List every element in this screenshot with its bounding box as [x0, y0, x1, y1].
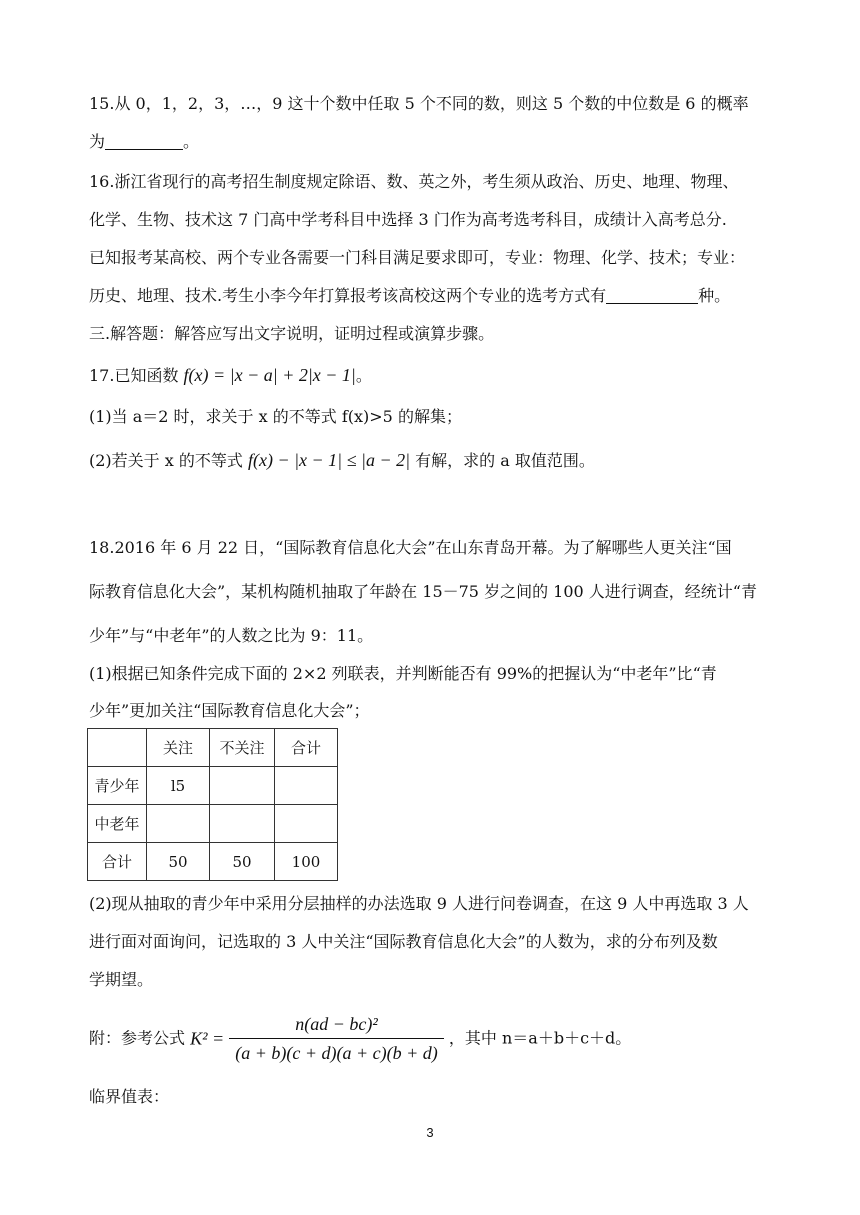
- q18-part-2-line-3: 学期望。: [89, 970, 154, 989]
- q17-intro: [89, 364, 372, 387]
- table-cell: 合计: [275, 729, 338, 767]
- q17-part-2: [89, 449, 595, 472]
- table-cell: [210, 767, 275, 805]
- table-row: [88, 767, 338, 805]
- q15-prefix: 为: [89, 132, 106, 151]
- appendix-prefix: 附：参考公式: [89, 1028, 186, 1048]
- q16-line-1: 16.浙江省现行的高考招生制度规定除语、数、英之外，考生须从政治、历史、地理、物理、: [89, 172, 739, 191]
- q18-part-2-line-1: (2)现从抽取的青少年中采用分层抽样的办法选取 9 人进行问卷调查，在这 9 人中再选取 3 人: [89, 894, 749, 913]
- contingency-table: [87, 728, 338, 881]
- q16-line-3: 已知报考某高校、两个专业各需要一门科目满足要求即可，专业：物理、化学、技术；专业：: [89, 248, 746, 267]
- table-cell: 青少年: [88, 767, 147, 805]
- q16-answer-blank: [606, 287, 698, 304]
- q18-appendix-formula: [89, 1010, 631, 1067]
- q17-part-2-prefix: (2)若关于 x 的不等式: [89, 451, 243, 470]
- table-cell: 50: [147, 843, 210, 881]
- q15-answer-blank: [105, 133, 183, 150]
- q16-line-2: 化学、生物、技术这 7 门高中学考科目中选择 3 门作为高考选考科目，成绩计入高考总分.: [89, 210, 727, 229]
- table-cell: 不关注: [210, 729, 275, 767]
- q17-part-2-suffix: 有解，求的 a 取值范围。: [415, 451, 595, 470]
- q18-line-2: 际教育信息化大会”，某机构随机抽取了年龄在 15－75 岁之间的 100 人进行调查，经统计“青: [89, 582, 757, 601]
- page-number: 3: [426, 1125, 434, 1140]
- k2-numerator: n(ad − bc)²: [229, 1010, 444, 1039]
- table-cell: 100: [275, 843, 338, 881]
- table-cell: [210, 805, 275, 843]
- q15-line-1: 15.从 0，1，2，3，…，9 这十个数中任取 5 个不同的数，则这 5 个数的中位数是 6 的概率: [89, 94, 749, 113]
- q18-part-1-line-1: (1)根据已知条件完成下面的 2×2 列联表，并判断能否有 99%的把握认为“中老年”比“青: [89, 664, 717, 683]
- table-row: [88, 805, 338, 843]
- q18-line-3: 少年”与“中老年”的人数之比为 9：11。: [89, 626, 374, 645]
- q17-intro-end: 。: [355, 366, 372, 385]
- appendix-suffix: ，其中 n＝a＋b＋c＋d。: [448, 1028, 632, 1048]
- q16-prefix: 历史、地理、技术.考生小李今年打算报考该高校这两个专业的选考方式有: [89, 286, 607, 305]
- table-cell: [275, 805, 338, 843]
- table-row: [88, 843, 338, 881]
- table-cell: l5: [147, 767, 210, 805]
- table-cell: [275, 767, 338, 805]
- table-cell: 关注: [147, 729, 210, 767]
- q18-part-2-line-2: 进行面对面询问，记选取的 3 人中关注“国际教育信息化大会”的人数为，求的分布列及数: [89, 932, 718, 951]
- table-cell: [147, 805, 210, 843]
- q16-line-4: [89, 285, 730, 307]
- q17-part-1: (1)当 a＝2 时，求关于 x 的不等式 f(x)>5 的解集；: [89, 407, 462, 426]
- q17-function-formula: f(x) = |x − a| + 2|x − 1|: [183, 365, 356, 385]
- k2-fraction: [229, 1010, 444, 1067]
- q15-line-2: [89, 131, 199, 153]
- k2-lhs: K² =: [190, 1028, 225, 1049]
- critical-value-label: 临界值表：: [89, 1087, 170, 1106]
- q16-suffix: 种。: [698, 286, 731, 305]
- section-3-heading: 三.解答题：解答应写出文字说明，证明过程或演算步骤。: [89, 324, 495, 343]
- q18-part-1-line-2: 少年”更加关注“国际教育信息化大会”；: [89, 701, 370, 720]
- table-cell: [88, 729, 147, 767]
- q17-intro-text: 17.已知函数: [89, 366, 179, 385]
- table-row: [88, 729, 338, 767]
- k2-denominator: (a + b)(c + d)(a + c)(b + d): [235, 1043, 438, 1063]
- table-cell: 中老年: [88, 805, 147, 843]
- table-cell: 合计: [88, 843, 147, 881]
- q17-inequality-formula: f(x) − |x − 1| ≤ |a − 2|: [247, 450, 411, 470]
- q15-suffix: 。: [183, 132, 200, 151]
- q18-line-1: 18.2016 年 6 月 22 日，“国际教育信息化大会”在山东青岛开幕。为了解哪些人更关注“国: [89, 538, 732, 557]
- table-cell: 50: [210, 843, 275, 881]
